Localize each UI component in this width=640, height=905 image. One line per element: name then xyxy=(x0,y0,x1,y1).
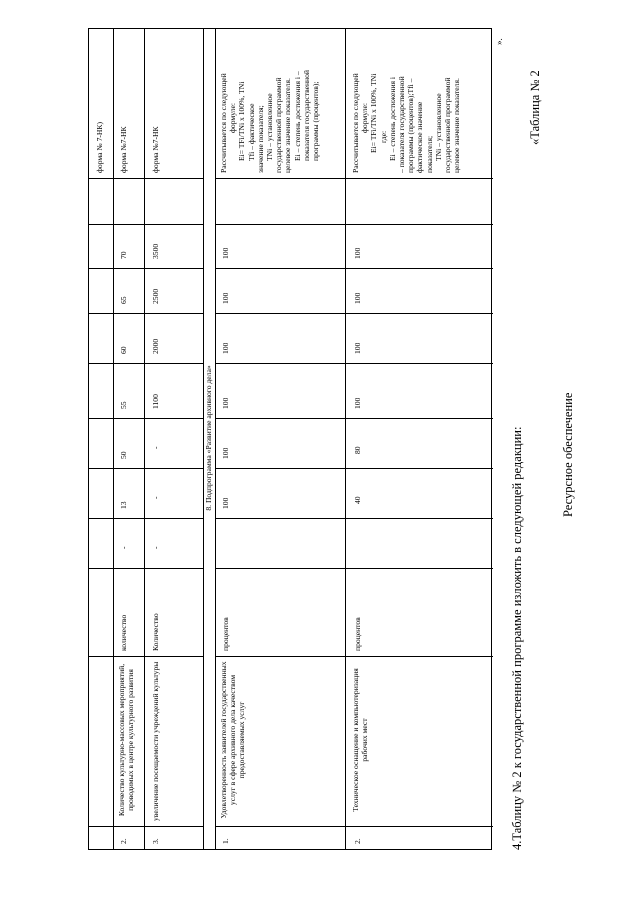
row-value: 100 xyxy=(221,397,230,409)
row-method: форма №7-НК xyxy=(151,126,160,173)
method-line: программы (процентов); xyxy=(311,81,321,161)
row-unit: процентов xyxy=(221,617,230,651)
col-divider xyxy=(89,656,203,657)
method-line: программы (процентов);Tfi – xyxy=(406,78,416,173)
row-value: 55 xyxy=(119,401,128,409)
row-value: 100 xyxy=(353,247,362,259)
method-line: формуле: xyxy=(360,103,370,133)
col-divider xyxy=(89,826,203,827)
row-value: 1100 xyxy=(151,394,160,409)
col-divider xyxy=(89,224,203,225)
row-divider xyxy=(345,29,346,849)
col-divider xyxy=(215,468,493,469)
method-line: государственной программой xyxy=(274,77,284,173)
row-value: 2500 xyxy=(151,288,160,304)
row-number: 3. xyxy=(151,838,160,844)
row-base: - xyxy=(119,546,128,549)
row-value: 100 xyxy=(353,397,362,409)
amendment-paragraph: 4.Таблицу № 2 к государственной программе изложить в следующей редакции: xyxy=(510,426,524,850)
row-value: 100 xyxy=(353,342,362,354)
col-divider xyxy=(215,224,493,225)
method-line: целевое значение показателя. xyxy=(283,78,293,173)
method-line: Ei – степень достижения i – xyxy=(292,71,302,161)
table-reference: «Таблица № 2 xyxy=(528,70,542,145)
row-divider xyxy=(144,29,145,849)
col-divider xyxy=(215,418,493,419)
row-value: 50 xyxy=(119,451,128,459)
row-divider xyxy=(215,29,216,849)
col-divider xyxy=(215,568,493,569)
row-value: 100 xyxy=(221,247,230,259)
row-number: 2. xyxy=(119,838,128,844)
method-line: Рассчитывается по следующей xyxy=(219,73,228,173)
col-divider xyxy=(215,826,493,827)
row-value: 65 xyxy=(119,296,128,304)
row-name: Удовлетворенность заявителей государственных услуг в сфере архивного дела качеством предоставляемых услуг xyxy=(219,661,247,819)
col-divider xyxy=(89,418,203,419)
method-line: показателя государственной xyxy=(301,70,311,161)
col-divider xyxy=(89,468,203,469)
row-value: - xyxy=(151,446,160,449)
closing-quote: ». xyxy=(494,38,504,45)
col-divider xyxy=(89,518,203,519)
col-divider xyxy=(89,568,203,569)
header-form-a: форма № 7-НК) xyxy=(95,122,104,173)
section-title: Ресурсное обеспечение xyxy=(561,392,575,517)
method-line: формуле: xyxy=(228,103,238,133)
row-value: 3500 xyxy=(151,243,160,259)
method-line: значение показателя; xyxy=(255,105,265,173)
row-divider xyxy=(113,29,114,849)
method-line: где: xyxy=(378,130,388,143)
row-value: 100 xyxy=(221,292,230,304)
col-divider xyxy=(89,313,203,314)
method-line: TNi – установленное xyxy=(265,93,275,161)
col-divider xyxy=(215,518,493,519)
col-divider xyxy=(215,268,493,269)
row-value: 100 xyxy=(353,292,362,304)
row-base: - xyxy=(151,546,160,549)
row-value: 60 xyxy=(119,346,128,354)
col-divider xyxy=(215,363,493,364)
col-divider xyxy=(89,178,203,179)
method-line: Ei= TFi/TNi x 100%, TNi xyxy=(237,81,247,161)
method-line: показателя; xyxy=(424,135,434,173)
col-divider xyxy=(215,656,493,657)
row-number: 2. xyxy=(353,838,362,844)
row-name: увеличение посещаемости учреждений культуры xyxy=(151,661,160,821)
col-divider xyxy=(215,178,493,179)
method-line: – показателя государственной xyxy=(397,76,407,173)
col-divider xyxy=(89,363,203,364)
row-value: 100 xyxy=(221,447,230,459)
col-divider xyxy=(89,268,203,269)
row-unit: процентов xyxy=(353,617,362,651)
row-value: 13 xyxy=(119,501,128,509)
row-name: Техническое оснащение и компьютеризация рабочих мест xyxy=(351,668,370,812)
method-line: Ei= TFi/TNi x 100%, TNi xyxy=(369,73,379,153)
row-value: 100 xyxy=(221,342,230,354)
col-divider xyxy=(215,313,493,314)
method-line: Рассчитывается по следующей xyxy=(351,73,360,173)
row-value: 70 xyxy=(119,251,128,259)
row-unit: количество xyxy=(119,614,128,651)
row-value: 2000 xyxy=(151,338,160,354)
row-value: - xyxy=(151,496,160,499)
method-line: Tfi – фактическое xyxy=(246,103,256,161)
row-unit: Количество xyxy=(151,613,160,651)
row-value: 100 xyxy=(221,497,230,509)
indicators-table xyxy=(88,28,492,850)
row-value: 80 xyxy=(353,446,362,454)
row-method: форма №7-НК xyxy=(119,126,128,173)
row-number: 1. xyxy=(221,838,230,844)
row-name: Количество культурно-массовых мероприятий, проводимых в центре культурного развития xyxy=(117,663,136,817)
method-line: фактическое значение xyxy=(415,101,425,173)
subprogram-title: 8. Подпрограмма «Развитие архивного дела» xyxy=(204,365,213,511)
method-lines-2 xyxy=(351,31,461,173)
method-lines-1 xyxy=(219,31,320,173)
method-line: целевое значение показателя. xyxy=(452,78,462,173)
row-value: 40 xyxy=(353,496,362,504)
method-line: государственной программой xyxy=(443,77,453,173)
method-line: TNi – установленное xyxy=(433,93,443,161)
method-line: Ei – степень достижения i xyxy=(387,76,397,161)
